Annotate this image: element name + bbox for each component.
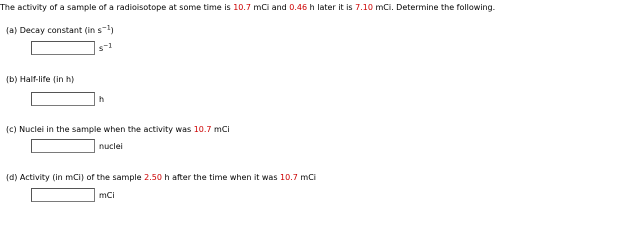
part-d-label-tail: mCi <box>297 173 317 182</box>
part-d-label-mid: h after the time when it was <box>161 173 281 182</box>
elapsed-time-value: 0.46 <box>289 3 308 12</box>
intro-text-3: h later it is <box>307 3 356 12</box>
initial-activity-value: 10.7 <box>233 3 251 12</box>
part-b-question <box>6 75 74 85</box>
part-c-answer-row <box>31 139 123 153</box>
half-life-input[interactable] <box>31 92 95 106</box>
part-d-activity-value: 10.7 <box>280 173 298 182</box>
part-a-unit-base: s <box>99 44 104 53</box>
part-a-label-close: ) <box>110 26 114 35</box>
part-d-time-value: 2.50 <box>144 173 162 182</box>
part-c-unit: nuclei <box>99 142 123 151</box>
decay-constant-input[interactable] <box>31 41 95 55</box>
intro-text-2: mCi and <box>251 3 290 12</box>
part-d-label: (d) Activity (in mCi) of the sample <box>6 173 145 182</box>
nuclei-input[interactable] <box>31 139 95 153</box>
part-a-label-exponent: −1 <box>101 24 111 32</box>
problem-statement <box>0 3 495 13</box>
intro-text-1: The activity of a sample of a radioisotope at some time is <box>0 3 234 12</box>
activity-input[interactable] <box>31 188 95 202</box>
part-c-question <box>6 125 230 135</box>
part-c-label: (c) Nuclei in the sample when the activity was <box>6 125 194 134</box>
part-c-label-tail: mCi <box>211 125 230 134</box>
part-a-question <box>6 26 114 36</box>
part-a-unit <box>99 41 112 56</box>
part-c-activity-value: 10.7 <box>193 125 212 134</box>
part-a-label: (a) Decay constant (in s <box>6 26 102 35</box>
part-d-unit: mCi <box>99 191 115 200</box>
intro-text-4: mCi. Determine the following. <box>372 3 496 12</box>
part-a-unit-exponent: −1 <box>103 42 113 50</box>
part-d-question <box>6 173 316 183</box>
part-b-label: (b) Half-life (in h) <box>6 75 75 84</box>
part-a-answer-row <box>31 41 112 55</box>
later-activity-value: 7.10 <box>355 3 373 12</box>
part-b-unit: h <box>99 95 105 104</box>
part-b-answer-row <box>31 92 104 106</box>
part-d-answer-row <box>31 188 115 202</box>
